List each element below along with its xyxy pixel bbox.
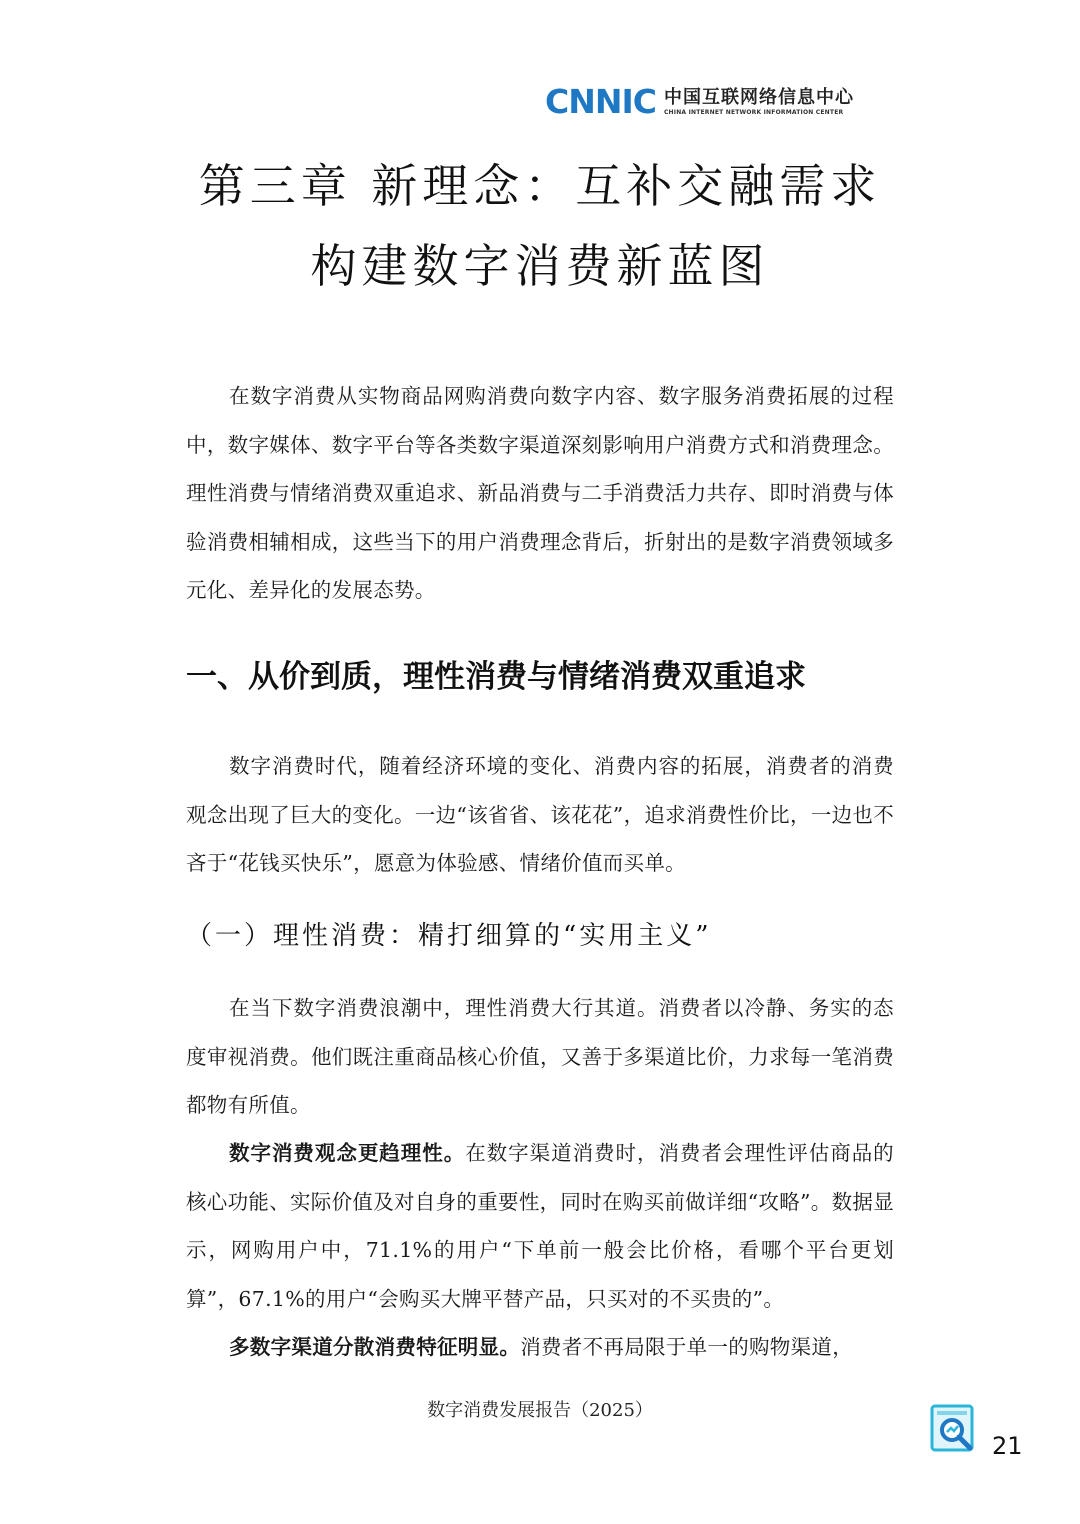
logo-text [663,86,854,116]
magnifier-report-icon [930,1404,980,1454]
org-name-en: CHINA INTERNET NETWORK INFORMATION CENTER [663,108,844,116]
intro-paragraph: 在数字消费从实物商品网购消费向数字内容、数字服务消费拓展的过程中，数字媒体、数字平台等各类数字渠道深刻影响用户消费方式和消费理念。理性消费与情绪消费双重追求、新品消费与二手消费活力共存、即时消费与体验消费相辅相成，这些当下的用户消费理念背后，折射出的是数字消费领域多元化、差异化的发展态势。 [186,384,894,602]
point-lead-channels: 多数字渠道分散消费特征明显。 [229,1335,521,1359]
point-text-channels: 消费者不再局限于单一的购物渠道， [520,1335,854,1359]
point-text-rational: 在数字渠道消费时，消费者会理性评估商品的核心功能、实际价值及对自身的重要性，同时在购买前做详细“攻略”。数据显示，网购用户中，71.1%的用户“下单前一般会比价格，看哪个平台更划算”，67.1%的用户“会购买大牌平替产品，只买对的不买贵的”。 [186,1141,894,1311]
section-paragraph: 数字消费时代，随着经济环境的变化、消费内容的拓展，消费者的消费观念出现了巨大的变化。一边“该省省、该花花”，追求消费性价比，一边也不吝于“花钱买快乐”，愿意为体验感、情绪价值而买单。 [186,754,894,875]
chapter-title [120,146,960,306]
section-heading: 一、从价到质，理性消费与情绪消费双重追求 [186,659,806,695]
logo-mark: CNNIC [545,82,656,121]
cnnic-logo [545,82,854,122]
point-lead-rational: 数字消费观念更趋理性。 [229,1141,466,1165]
point-paragraph-rational [186,1129,894,1323]
page-number: 21 [992,1432,1023,1460]
point-paragraph-channels [186,1323,894,1372]
org-name-cn: 中国互联网络信息中心 [663,86,854,108]
subsection-heading: （一）理性消费：精打细算的“实用主义” [186,921,712,951]
chapter-title-line1: 第三章 新理念：互补交融需求 [198,159,882,213]
chapter-title-line2: 构建数字消费新蓝图 [310,239,770,293]
footer-report-title: 数字消费发展报告（2025） [427,1400,653,1421]
subsection-paragraph: 在当下数字消费浪潮中，理性消费大行其道。消费者以冷静、务实的态度审视消费。他们既注重商品核心价值，又善于多渠道比价，力求每一笔消费都物有所值。 [186,996,894,1117]
